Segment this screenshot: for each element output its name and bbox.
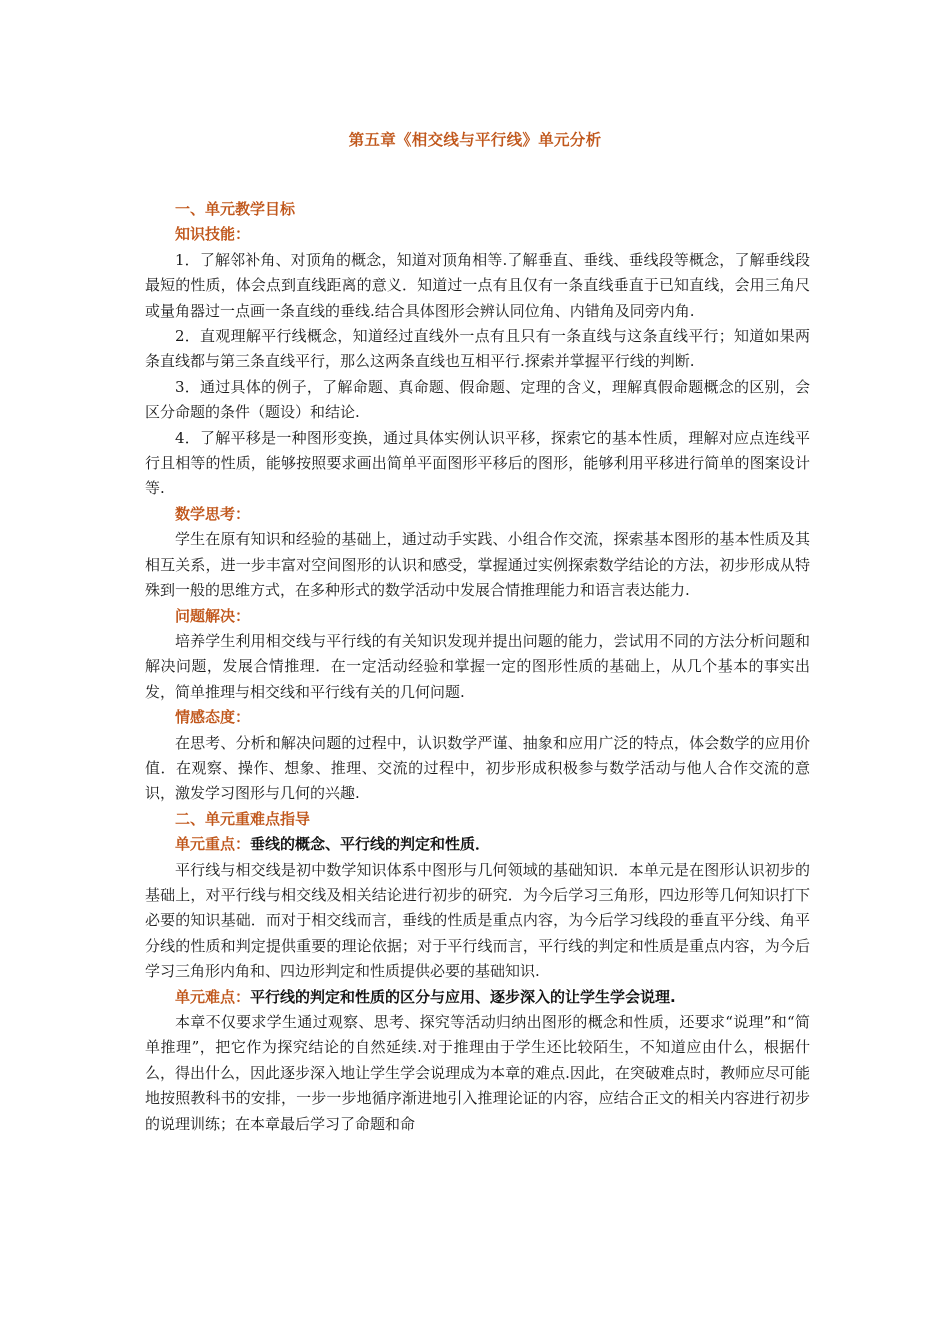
key-point-line bbox=[145, 832, 810, 857]
key-point-value: 垂线的概念、平行线的判定和性质． bbox=[250, 835, 491, 854]
knowledge-item-4: 4．了解平移是一种图形变换，通过具体实例认识平移，探索它的基本性质，理解对应点连线平行且相等的性质，能够按照要求画出简单平面图形平移后的图形，能够利用平移进行简单的图案设计等. bbox=[145, 428, 810, 498]
key-point-paragraph: 平行线与相交线是初中数学知识体系中图形与几何领域的基础知识．本单元是在图形认识初步的基础上，对平行线与相交线及相关结论进行初步的研究．为今后学习三角形，四边形等几何知识打下必要的知识基础．而对于相交线而言，垂线的性质是重点内容，为今后学习线段的垂直平分线、角平分线的性质和判定提供重要的理论依据；对于平行线而言，平行线的判定和性质是重点内容，为今后学习三角形内角和、四边形判定和性质提供必要的基础知识. bbox=[145, 860, 810, 981]
subheading-attitude: 情感态度： bbox=[175, 708, 251, 727]
document-body bbox=[145, 197, 810, 1137]
subheading-math-thinking: 数学思考： bbox=[175, 504, 251, 523]
knowledge-item-2: 2．直观理解平行线概念，知道经过直线外一点有且只有一条直线与这条直线平行；知道如果两条直线都与第三条直线平行，那么这两条直线也互相平行.探索并掌握平行线的判断. bbox=[145, 327, 810, 371]
difficult-point-line bbox=[145, 985, 810, 1010]
difficult-point-value: 平行线的判定和性质的区分与应用、逐步深入的让学生学会说理. bbox=[250, 987, 676, 1006]
difficult-point-label: 单元难点： bbox=[175, 987, 251, 1006]
knowledge-item-3: 3．通过具体的例子，了解命题、真命题、假命题、定理的含义，理解真假命题概念的区别，会区分命题的条件（题设）和结论. bbox=[145, 377, 810, 422]
attitude-paragraph: 在思考、分析和解决问题的过程中，认识数学严谨、抽象和应用广泛的特点，体会数学的应用价值．在观察、操作、想象、推理、交流的过程中，初步形成积极参与数学活动与他人合作交流的意识，激发学习图形与几何的兴趣. bbox=[145, 733, 810, 803]
section-heading-key-difficult-points: 二、单元重难点指导 bbox=[175, 809, 311, 828]
subheading-knowledge-skills: 知识技能： bbox=[175, 225, 251, 244]
subheading-problem-solving: 问题解决： bbox=[175, 606, 251, 625]
knowledge-item-1: 1．了解邻补角、对顶角的概念，知道对顶角相等.了解垂直、垂线、垂线段等概念，了解垂线段最短的性质，体会点到直线距离的意义．知道过一点有且仅有一条直线垂直于已知直线，会用三角尺或量角器过一点画一条直线的垂线.结合具体图形会辨认同位角、内错角及同旁内角. bbox=[145, 250, 810, 320]
section-heading-teaching-goals: 一、单元教学目标 bbox=[175, 200, 296, 218]
key-point-label: 单元重点： bbox=[175, 835, 251, 854]
math-thinking-paragraph: 学生在原有知识和经验的基础上，通过动手实践、小组合作交流，探索基本图形的基本性质及其相互关系，进一步丰富对空间图形的认识和感受，掌握通过实例探索数学结论的方法，初步形成从特殊到一般的思维方式，在多种形式的数学活动中发展合情推理能力和语言表达能力. bbox=[145, 530, 810, 600]
document-title: 第五章《相交线与平行线》单元分析 bbox=[348, 131, 602, 149]
problem-solving-paragraph: 培养学生利用相交线与平行线的有关知识发现并提出问题的能力，尝试用不同的方法分析问题和解决问题，发展合情推理．在一定活动经验和掌握一定的图形性质的基础上，从几个基本的事实出发，简单推理与相交线和平行线有关的几何问题. bbox=[145, 631, 810, 701]
difficult-point-paragraph: 本章不仅要求学生通过观察、思考、探究等活动归纳出图形的概念和性质，还要求“说理”和“简单推理”，把它作为探究结论的自然延续.对于推理由于学生还比较陌生，不知道应由什么，根据什么，得出什么，因此逐步深入地让学生学会说理成为本章的难点.因此，在突破难点时，教师应尽可能地按照教科书的安排，一步一步地循序渐进地引入推理论证的内容，应结合正文的相关内容进行初步的说理训练；在本章最后学习了命题和命 bbox=[145, 1013, 810, 1133]
